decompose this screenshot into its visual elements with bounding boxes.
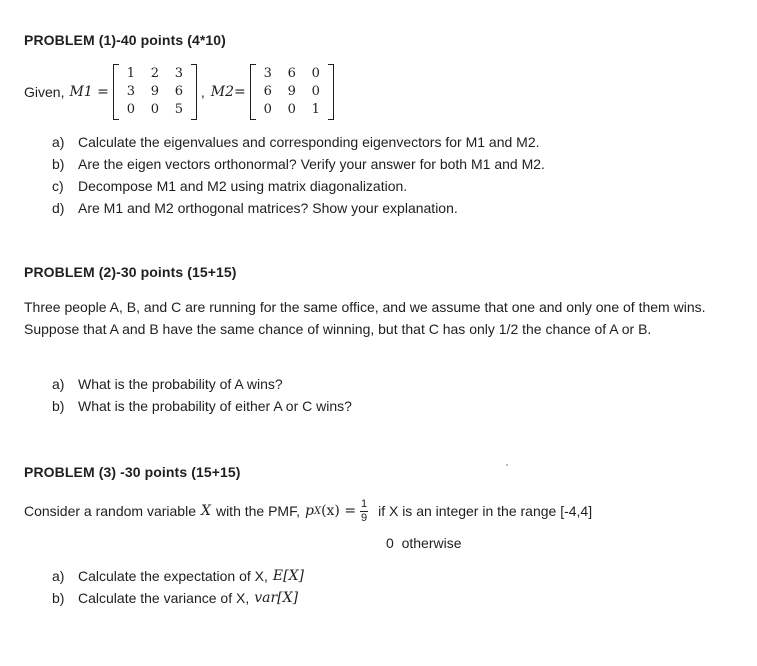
- list-item: [52, 175, 545, 197]
- item-math: E[X]: [272, 568, 305, 584]
- m2-cell: 1: [311, 102, 320, 117]
- document-page: [24, 0, 734, 666]
- pmf-condition: if X is an integer in the range [-4,4]: [378, 503, 593, 519]
- list-item: [52, 197, 545, 219]
- m1-cell: 9: [150, 84, 160, 99]
- item-label: a): [52, 568, 65, 584]
- list-item: [52, 395, 352, 417]
- item-text: Calculate the eigenvalues and corresponding eigenvectors for M1 and M2.: [78, 134, 540, 150]
- item-text: What is the probability of either A or C wins?: [78, 398, 352, 414]
- item-text: Decompose M1 and M2 using matrix diagonalization.: [78, 178, 408, 194]
- m1-cell: 3: [126, 84, 136, 99]
- list-item: [52, 131, 545, 153]
- matrix-m1: [113, 64, 197, 120]
- problem3-heading: PROBLEM (3) -30 points (15+15): [24, 464, 241, 480]
- item-text: Are the eigen vectors orthonormal? Verify your answer for both M1 and M2.: [78, 156, 545, 172]
- item-label: a): [52, 376, 65, 392]
- item-text: Calculate the expectation of X,: [78, 568, 268, 584]
- problem1-heading: PROBLEM (1)-40 points (4*10): [24, 32, 226, 48]
- m2-cell: 0: [311, 84, 320, 99]
- pmf-otherwise: 0 otherwise: [386, 535, 462, 551]
- m2-label: M2=: [210, 84, 246, 100]
- m1-cell: 1: [126, 66, 136, 81]
- item-label: d): [52, 200, 65, 216]
- matrix-m2: [250, 64, 334, 120]
- pmf-mid: with the PMF,: [215, 503, 300, 519]
- m1-cell: 2: [150, 66, 160, 81]
- problem2-questions: [52, 373, 352, 417]
- pmf-intro: Consider a random variable: [24, 503, 196, 519]
- m1-cell: 3: [174, 66, 184, 81]
- given-matrices: [24, 62, 338, 122]
- m1-label: M1 =: [69, 84, 109, 100]
- list-item: [52, 373, 352, 395]
- m2-cell: 9: [287, 84, 296, 99]
- pmf-function: p: [304, 503, 314, 519]
- pmf-subscript: X: [313, 505, 322, 517]
- fraction-numerator: 1: [361, 497, 368, 510]
- item-math: var[X]: [254, 590, 299, 606]
- given-label: Given,: [24, 84, 65, 100]
- problem2-paragraph: Three people A, B, and C are running for the same office, and we assume that one and only one of them wins. Suppose that A and B have the same chance of winning, but that C has only 1/2 the chance of A or B.: [24, 299, 706, 337]
- item-text: Calculate the variance of X,: [78, 590, 250, 606]
- m2-cell: 6: [287, 66, 296, 81]
- list-item: [52, 587, 304, 609]
- matrix-m2-grid: [256, 64, 328, 120]
- item-label: b): [52, 398, 65, 414]
- item-text: Are M1 and M2 orthogonal matrices? Show your explanation.: [78, 200, 458, 216]
- m1-cell: 0: [150, 102, 160, 117]
- m1-cell: 0: [126, 102, 136, 117]
- item-text: What is the probability of A wins?: [78, 376, 283, 392]
- m2-cell: 0: [311, 66, 320, 81]
- m2-cell: 0: [263, 102, 272, 117]
- item-label: c): [52, 178, 64, 194]
- list-item: [52, 565, 304, 587]
- pmf-definition: [24, 494, 592, 528]
- m1-cell: 5: [174, 102, 184, 117]
- stray-dot: [506, 464, 508, 466]
- comma: ,: [200, 84, 205, 100]
- problem2-heading: PROBLEM (2)-30 points (15+15): [24, 264, 237, 280]
- problem3-questions: [52, 565, 304, 609]
- right-bracket: [328, 64, 334, 120]
- m2-cell: 3: [263, 66, 272, 81]
- fraction-one-ninth: [360, 499, 368, 524]
- matrix-m1-grid: [119, 64, 191, 120]
- item-label: a): [52, 134, 65, 150]
- problem1-questions: [52, 131, 545, 219]
- item-label: b): [52, 590, 65, 606]
- right-bracket: [191, 64, 197, 120]
- m2-cell: 0: [287, 102, 296, 117]
- m2-cell: 6: [263, 84, 272, 99]
- pmf-argument: (x) =: [321, 503, 357, 519]
- m1-cell: 6: [174, 84, 184, 99]
- fraction-denominator: 9: [361, 511, 368, 524]
- list-item: [52, 153, 545, 175]
- pmf-variable: X: [200, 503, 211, 519]
- item-label: b): [52, 156, 65, 172]
